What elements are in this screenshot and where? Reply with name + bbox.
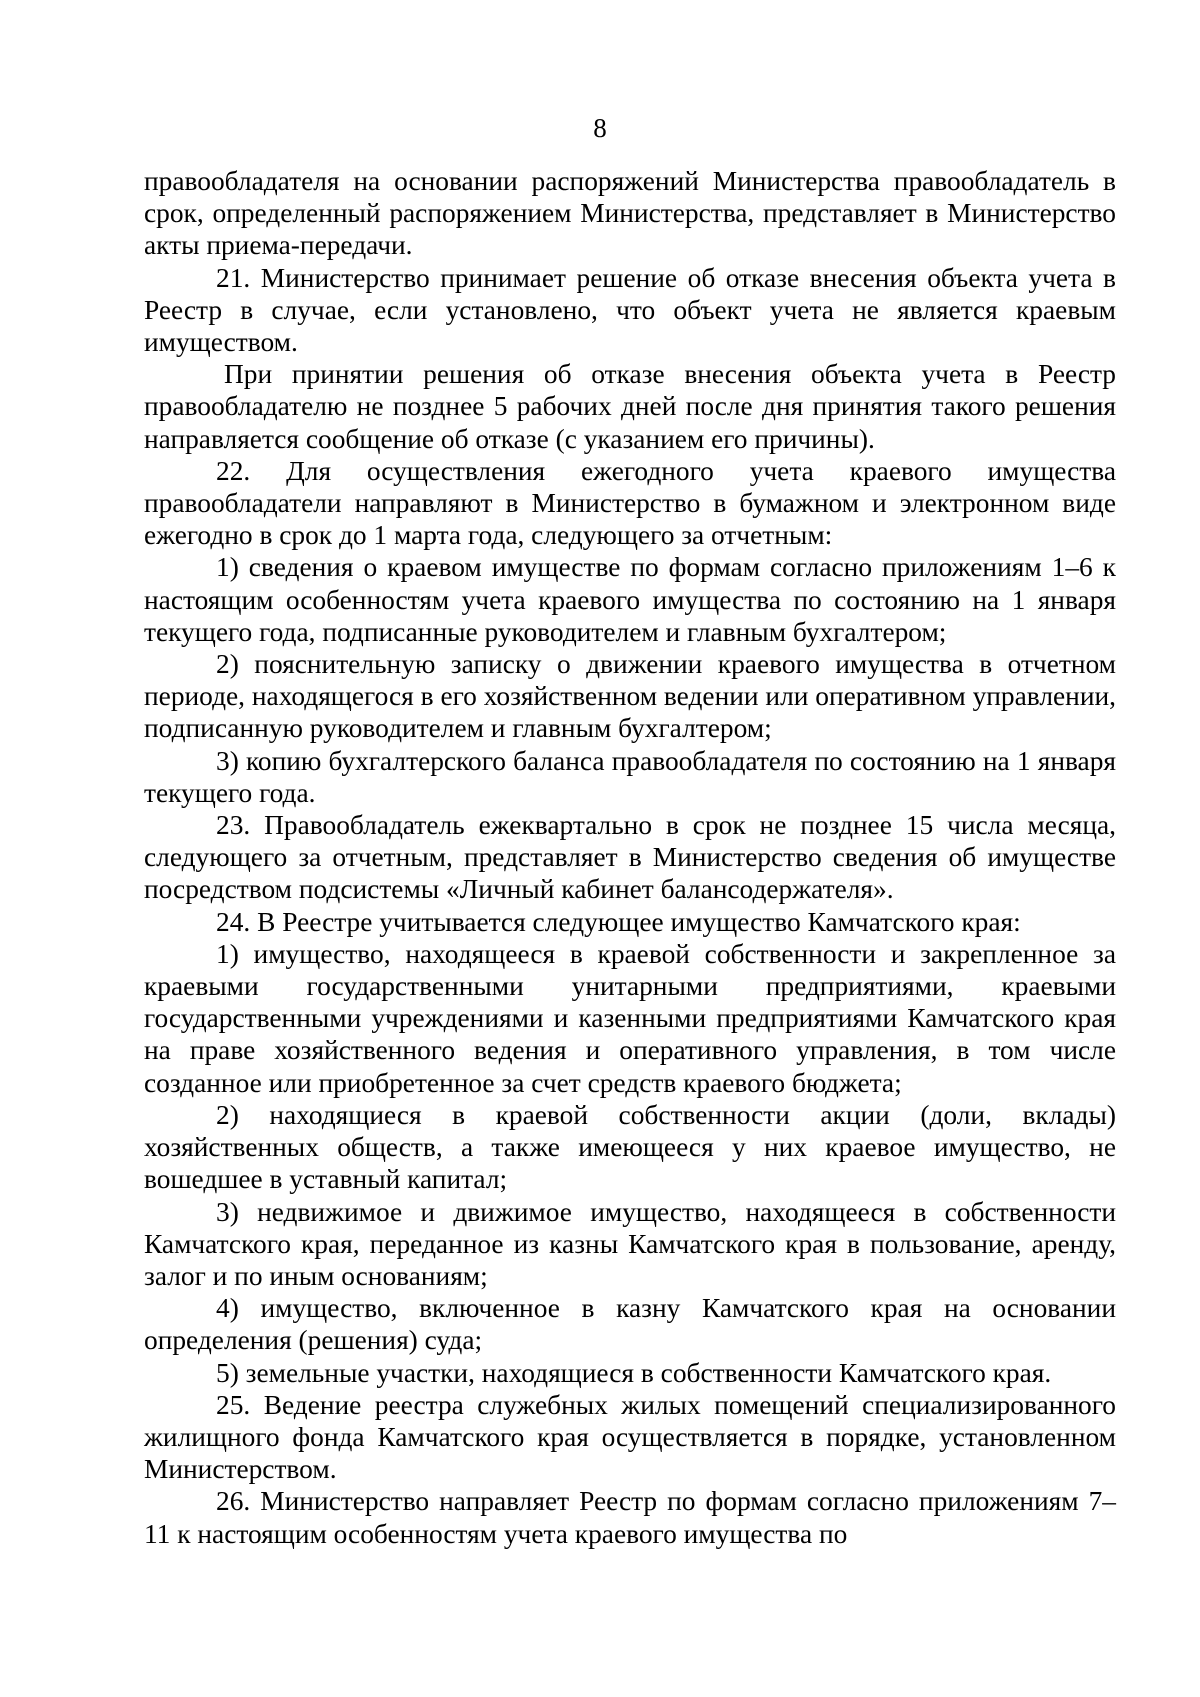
- paragraph-21: 21. Министерство принимает решение об отказе внесения объекта учета в Реестр в случае, если установлено, что объект учета не является краевым имуществом.: [144, 262, 1116, 358]
- paragraph-25: 25. Ведение реестра служебных жилых помещений специализированного жилищного фонда Камчатского края осуществляется в порядке, установленном Министерством.: [144, 1389, 1116, 1485]
- paragraph-24-item-5: 5) земельные участки, находящиеся в собственности Камчатского края.: [216, 1357, 1052, 1388]
- paragraph-21-refusal: При принятии решения об отказе внесения объекта учета в Реестр правообладателю не позднее 5 рабочих дней после дня принятия такого решения направляется сообщение об отказе (с указанием его причины).: [144, 359, 1116, 454]
- paragraph-24: 24. В Реестре учитывается следующее имущество Камчатского края:: [216, 906, 1021, 937]
- paragraph-24-item-4: 4) имущество, включенное в казну Камчатского края на основании определения (решения) суда;: [144, 1293, 1116, 1356]
- paragraph-22-item-1: 1) сведения о краевом имуществе по формам согласно приложениям 1–6 к настоящим особенностям учета краевого имущества по состоянию на 1 января текущего года, подписанные руководителем и главным бухгалтером;: [144, 552, 1116, 647]
- paragraph-22-item-2: 2) пояснительную записку о движении краевого имущества в отчетном периоде, находящегося в его хозяйственном ведении или оперативном управлении, подписанную руководителем и главным бухгалтером;: [144, 649, 1116, 744]
- page-number: 8: [593, 113, 607, 143]
- paragraph-26: 26. Министерство направляет Реестр по формам согласно приложениям 7–11 к настоящим особенностям учета краевого имущества по: [144, 1486, 1116, 1549]
- document-body: [144, 165, 1116, 1550]
- paragraph-23: 23. Правообладатель ежеквартально в срок не позднее 15 числа месяца, следующего за отчетным, представляет в Министерство сведения об имуществе посредством подсистемы «Личный кабинет балансодержателя».: [144, 810, 1116, 905]
- paragraph-24-item-1: 1) имущество, находящееся в краевой собственности и закрепленное за краевыми государственными унитарными предприятиями, краевыми государственными учреждениями и казенными предприятиями Камчатского края на праве хозяйственного ведения и оперативного управления, в том числе созданное или приобретенное за счет средств краевого бюджета;: [144, 938, 1116, 1098]
- paragraph-24-item-2: 2) находящиеся в краевой собственности акции (доли, вклады) хозяйственных обществ, а также имеющееся у них краевое имущество, не вошедшее в уставный капитал;: [144, 1099, 1116, 1195]
- paragraph-24-item-3: 3) недвижимое и движимое имущество, находящееся в собственности Камчатского края, переданное из казны Камчатского края в пользование, аренду, залог и по иным основаниям;: [144, 1196, 1116, 1291]
- paragraph-22: 22. Для осуществления ежегодного учета краевого имущества правообладатели направляют в Министерство в бумажном и электронном виде ежегодно в срок до 1 марта года, следующего за отчетным:: [144, 455, 1116, 551]
- paragraph-continuation: правообладателя на основании распоряжений Министерства правообладатель в срок, определенный распоряжением Министерства, представляет в Министерство акты приема-передачи.: [144, 166, 1116, 261]
- paragraph-22-item-3: 3) копию бухгалтерского баланса правообладателя по состоянию на 1 января текущего года.: [144, 745, 1116, 808]
